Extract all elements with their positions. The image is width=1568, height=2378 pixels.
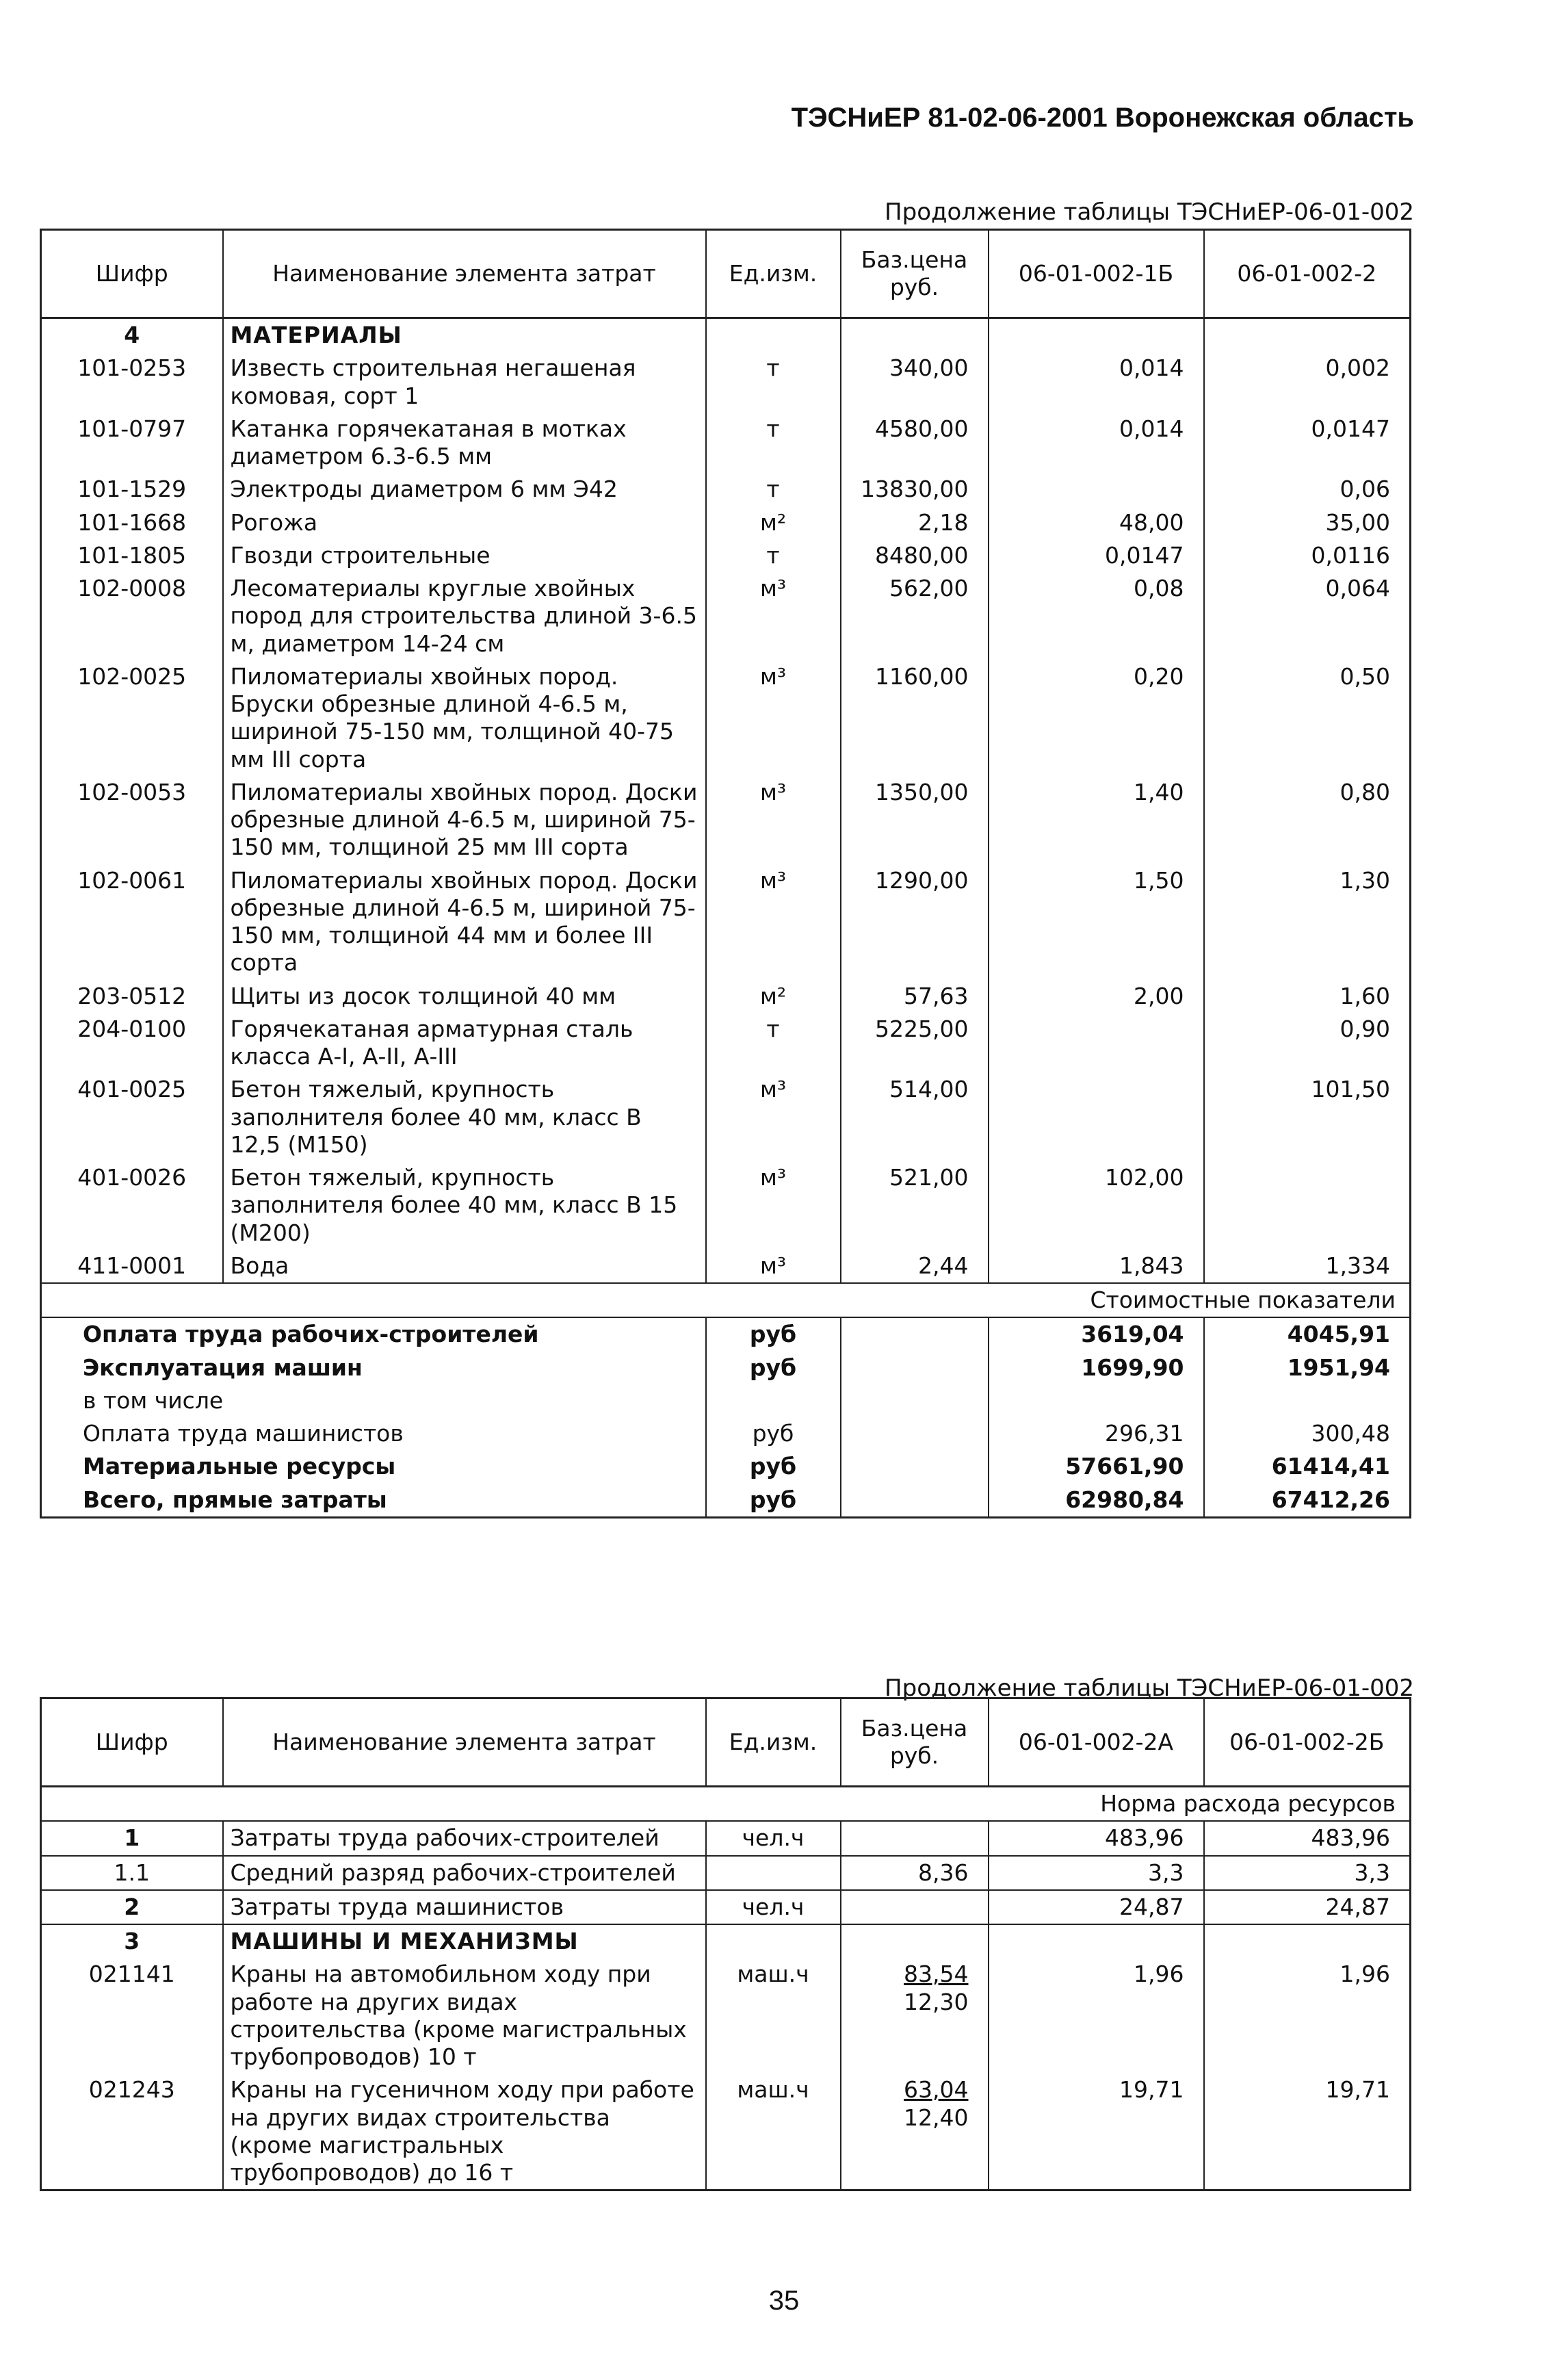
row-price: 8,36 [841,1856,989,1890]
row-unit: м³ [706,1250,841,1283]
col-name: Наименование элемента затрат [223,1698,706,1787]
row-price: 4580,00 [841,413,989,474]
row-unit: т [706,352,841,413]
empty-cell [841,1924,989,1958]
row-value-1: 0,20 [989,660,1204,776]
row-name: Лесоматериалы круглые хвойных пород для строительства длиной 3-6.5 м, диаметром 14-24 см [223,572,706,660]
table-row [41,1890,1411,1924]
row-value-2: 0,064 [1204,572,1411,660]
cost-label: Материальные ресурсы [41,1450,706,1483]
row-price: 5225,00 [841,1013,989,1074]
cost-price [841,1384,989,1417]
norm-header: Норма расхода ресурсов [41,1787,1411,1822]
page-number: 35 [768,2286,800,2316]
row-value-1 [989,473,1204,506]
table-row [41,980,1411,1013]
row-unit: чел.ч [706,1890,841,1924]
cost-value-2: 67412,26 [1204,1484,1411,1518]
table-header-row [41,230,1411,318]
labor-machines-table [40,1697,1411,2191]
cost-row [41,1417,1411,1450]
row-unit: т [706,473,841,506]
table-row [41,1073,1411,1161]
row-value-2: 1,30 [1204,864,1411,980]
table-row [41,473,1411,506]
col-v1: 06-01-002-1Б [989,230,1204,318]
section-row [41,1924,1411,1958]
row-price [841,1821,989,1855]
document-header: ТЭСНиЕР 81-02-06-2001 Воронежская область [791,103,1414,133]
row-code: 101-0253 [41,352,223,413]
row-name: Электроды диаметром 6 мм Э42 [223,473,706,506]
row-value-2: 0,90 [1204,1013,1411,1074]
row-value-2: 101,50 [1204,1073,1411,1161]
row-unit: т [706,1013,841,1074]
cost-value-1: 57661,90 [989,1450,1204,1483]
row-value-1: 3,3 [989,1856,1204,1890]
row-value-1 [989,1013,1204,1074]
table-row [41,1161,1411,1250]
cost-header-row [41,1283,1411,1317]
row-price: 13830,00 [841,473,989,506]
section-name: МАШИНЫ И МЕХАНИЗМЫ [223,1924,706,1958]
row-price: 1290,00 [841,864,989,980]
row-code: 101-1805 [41,539,223,572]
row-unit [706,1856,841,1890]
row-code: 101-1668 [41,506,223,539]
row-name: Краны на гусеничном ходу при работе на других видах строительства (кроме магистральных трубопроводов) до 16 т [223,2073,706,2190]
cost-value-1: 62980,84 [989,1484,1204,1518]
row-value-1 [989,1073,1204,1161]
col-unit: Ед.изм. [706,230,841,318]
materials-table [40,229,1411,1518]
table-row [41,1958,1411,2073]
row-name: Бетон тяжелый, крупность заполнителя более 40 мм, класс В 12,5 (М150) [223,1073,706,1161]
col-unit: Ед.изм. [706,1698,841,1787]
row-price: 2,18 [841,506,989,539]
empty-cell [1204,1924,1411,1958]
row-name: Средний разряд рабочих-строителей [223,1856,706,1890]
row-unit: м³ [706,776,841,864]
cost-row [41,1484,1411,1518]
col-name: Наименование элемента затрат [223,230,706,318]
cost-unit: руб [706,1417,841,1450]
col-v2: 06-01-002-2 [1204,230,1411,318]
cost-price [841,1417,989,1450]
materials-body [41,318,1411,1518]
row-value-2: 1,334 [1204,1250,1411,1283]
table-row [41,660,1411,776]
row-value-1: 1,40 [989,776,1204,864]
row-unit: маш.ч [706,2073,841,2190]
row-value-2: 0,0116 [1204,539,1411,572]
cost-value-2: 300,48 [1204,1417,1411,1450]
row-unit: м³ [706,572,841,660]
section-code: 3 [41,1924,223,1958]
row-name: Краны на автомобильном ходу при работе на других видах строительства (кроме магистральных трубопроводов) 10 т [223,1958,706,2073]
row-unit: м³ [706,864,841,980]
cost-unit [706,1384,841,1417]
cost-row [41,1352,1411,1384]
col-price: Баз.цена руб. [841,1698,989,1787]
row-price: 562,00 [841,572,989,660]
row-name: Катанка горячекатаная в мотках диаметром 6.3-6.5 мм [223,413,706,474]
table-row [41,864,1411,980]
row-code: 021243 [41,2073,223,2190]
price-operator: 12,30 [904,1988,969,2015]
row-name: Бетон тяжелый, крупность заполнителя более 40 мм, класс В 15 (М200) [223,1161,706,1250]
cost-unit: руб [706,1317,841,1351]
row-name: Пиломатериалы хвойных пород. Бруски обрезные длиной 4-6.5 м, шириной 75-150 мм, толщиной 40-75 мм III сорта [223,660,706,776]
col-code: Шифр [41,1698,223,1787]
row-value-2: 0,06 [1204,473,1411,506]
table-row [41,413,1411,474]
row-value-2: 1,96 [1204,1958,1411,2073]
row-unit: т [706,539,841,572]
row-code: 401-0025 [41,1073,223,1161]
cost-label: Оплата труда машинистов [41,1417,706,1450]
labor-machines-body [41,1787,1411,2190]
cost-value-1: 1699,90 [989,1352,1204,1384]
norm-header-row [41,1787,1411,1822]
cost-row [41,1317,1411,1351]
table2-caption: Продолжение таблицы ТЭСНиЕР-06-01-002 [885,1675,1414,1702]
table-row [41,1856,1411,1890]
row-value-2: 0,002 [1204,352,1411,413]
price-operator: 12,40 [904,2104,969,2131]
row-price: 8480,00 [841,539,989,572]
cost-value-2 [1204,1384,1411,1417]
table-row [41,506,1411,539]
row-price: 340,00 [841,352,989,413]
row-code: 102-0008 [41,572,223,660]
section-code: 4 [41,318,223,352]
row-value-2 [1204,1161,1411,1250]
table-row [41,539,1411,572]
row-name: Известь строительная негашеная комовая, сорт 1 [223,352,706,413]
row-price [841,1958,989,2073]
row-code: 411-0001 [41,1250,223,1283]
row-price: 2,44 [841,1250,989,1283]
row-value-1: 1,50 [989,864,1204,980]
row-price: 514,00 [841,1073,989,1161]
row-value-1: 2,00 [989,980,1204,1013]
row-name: Гвозди строительные [223,539,706,572]
row-unit: м³ [706,1073,841,1161]
row-code: 102-0061 [41,864,223,980]
row-value-1: 1,843 [989,1250,1204,1283]
row-value-2: 19,71 [1204,2073,1411,2190]
table-header-row [41,1698,1411,1787]
row-unit: маш.ч [706,1958,841,2073]
row-name: Пиломатериалы хвойных пород. Доски обрезные длиной 4-6.5 м, шириной 75-150 мм, толщиной 25 мм III сорта [223,776,706,864]
empty-cell [706,1924,841,1958]
row-code: 102-0053 [41,776,223,864]
row-value-1: 483,96 [989,1821,1204,1855]
table-row [41,1013,1411,1074]
cost-price [841,1450,989,1483]
row-unit: м² [706,980,841,1013]
row-value-2: 1,60 [1204,980,1411,1013]
col-price: Баз.цена руб. [841,230,989,318]
row-value-1: 0,014 [989,352,1204,413]
row-code: 021141 [41,1958,223,2073]
row-value-2: 35,00 [1204,506,1411,539]
row-code: 101-1529 [41,473,223,506]
row-name: Щиты из досок толщиной 40 мм [223,980,706,1013]
price-machine: 83,54 [904,1961,969,1988]
row-unit: т [706,413,841,474]
cost-label: Эксплуатация машин [41,1352,706,1384]
row-code: 204-0100 [41,1013,223,1074]
cost-unit: руб [706,1352,841,1384]
row-value-2: 483,96 [1204,1821,1411,1855]
row-price [841,1890,989,1924]
cost-label: Оплата труда рабочих-строителей [41,1317,706,1351]
row-value-1: 19,71 [989,2073,1204,2190]
row-value-1: 0,0147 [989,539,1204,572]
row-value-1: 24,87 [989,1890,1204,1924]
row-unit: м³ [706,660,841,776]
cost-row [41,1384,1411,1417]
row-value-1: 0,08 [989,572,1204,660]
cost-price [841,1317,989,1351]
row-value-1: 0,014 [989,413,1204,474]
row-code: 2 [41,1890,223,1924]
col-v2: 06-01-002-2Б [1204,1698,1411,1787]
cost-label: в том числе [41,1384,706,1417]
row-name: Рогожа [223,506,706,539]
row-unit: м² [706,506,841,539]
cost-value-2: 61414,41 [1204,1450,1411,1483]
table-row [41,2073,1411,2190]
empty-cell [989,1924,1204,1958]
section-name: МАТЕРИАЛЫ [223,318,706,352]
cost-label: Всего, прямые затраты [41,1484,706,1518]
row-name: Вода [223,1250,706,1283]
col-code: Шифр [41,230,223,318]
row-value-2: 0,50 [1204,660,1411,776]
row-price: 1350,00 [841,776,989,864]
row-code: 1.1 [41,1856,223,1890]
table-row [41,1821,1411,1855]
cost-unit: руб [706,1484,841,1518]
row-price: 57,63 [841,980,989,1013]
row-unit: чел.ч [706,1821,841,1855]
row-unit: м³ [706,1161,841,1250]
row-name: Затраты труда машинистов [223,1890,706,1924]
cost-value-2: 1951,94 [1204,1352,1411,1384]
row-price [841,2073,989,2190]
row-name: Затраты труда рабочих-строителей [223,1821,706,1855]
row-value-2: 0,80 [1204,776,1411,864]
price-machine: 63,04 [904,2076,969,2104]
cost-value-1: 296,31 [989,1417,1204,1450]
cost-value-1 [989,1384,1204,1417]
section-row [41,318,1411,352]
row-code: 101-0797 [41,413,223,474]
row-value-1: 48,00 [989,506,1204,539]
col-v1: 06-01-002-2А [989,1698,1204,1787]
table-row [41,1250,1411,1283]
cost-header: Стоимостные показатели [41,1283,1411,1317]
row-value-2: 24,87 [1204,1890,1411,1924]
row-code: 102-0025 [41,660,223,776]
cost-value-2: 4045,91 [1204,1317,1411,1351]
cost-price [841,1484,989,1518]
table-row [41,352,1411,413]
row-price: 1160,00 [841,660,989,776]
row-value-2: 3,3 [1204,1856,1411,1890]
table1-caption: Продолжение таблицы ТЭСНиЕР-06-01-002 [885,198,1414,226]
cost-value-1: 3619,04 [989,1317,1204,1351]
cost-unit: руб [706,1450,841,1483]
row-code: 401-0026 [41,1161,223,1250]
row-code: 1 [41,1821,223,1855]
table-row [41,572,1411,660]
cost-price [841,1352,989,1384]
row-value-1: 1,96 [989,1958,1204,2073]
cost-row [41,1450,1411,1483]
row-value-1: 102,00 [989,1161,1204,1250]
row-value-2: 0,0147 [1204,413,1411,474]
table-row [41,776,1411,864]
row-name: Пиломатериалы хвойных пород. Доски обрезные длиной 4-6.5 м, шириной 75-150 мм, толщиной 44 мм и более III сорта [223,864,706,980]
row-price: 521,00 [841,1161,989,1250]
row-code: 203-0512 [41,980,223,1013]
row-name: Горячекатаная арматурная сталь класса А-I, А-II, А-III [223,1013,706,1074]
